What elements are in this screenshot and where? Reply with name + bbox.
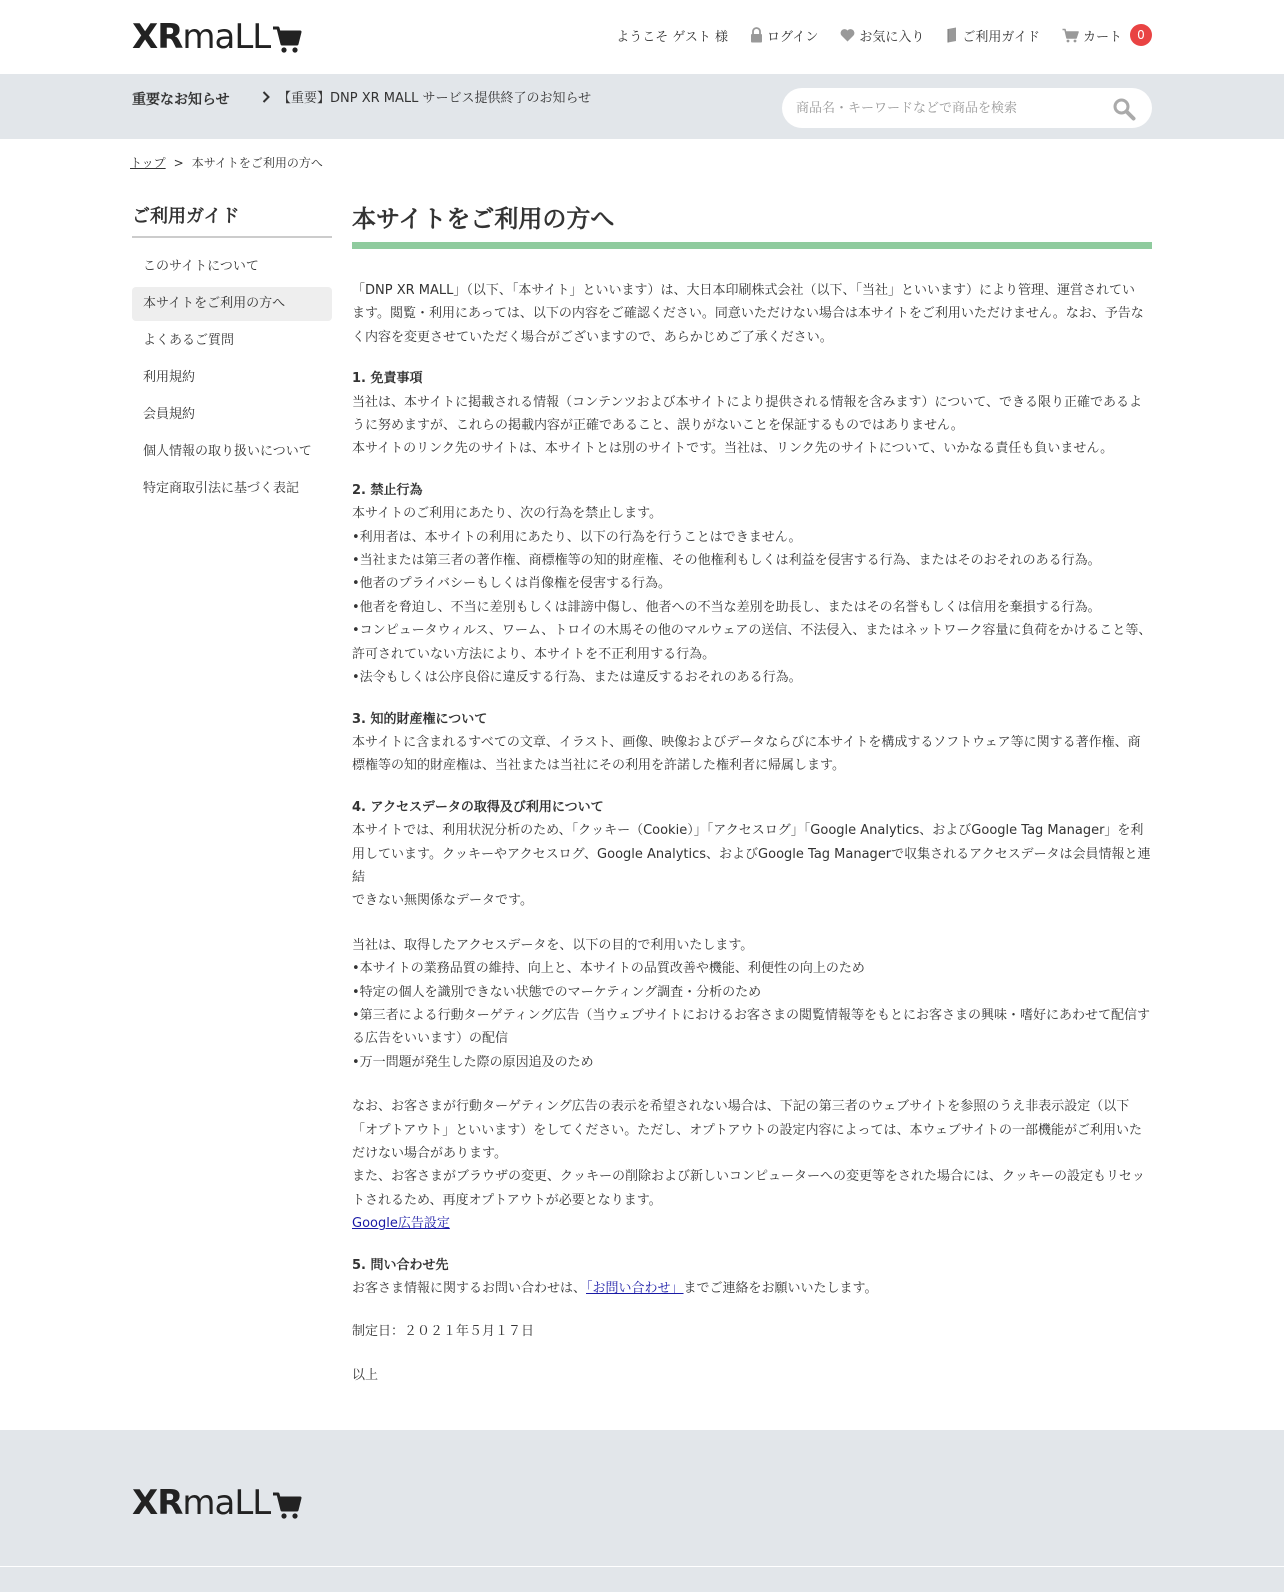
cart-icon bbox=[1062, 28, 1079, 43]
main-content bbox=[352, 202, 1152, 1387]
section-title: 2. 禁止行為 bbox=[352, 482, 423, 498]
text-line: 本サイトに含まれるすべての文章、イラスト、画像、映像およびデータならびに本サイトを構成するソフトウェア等に関する著作権、商 bbox=[352, 734, 1141, 750]
sidebar-item-privacy[interactable]: 個人情報の取り扱いについて bbox=[143, 444, 312, 459]
footer-logo-xr-text: XR bbox=[132, 1483, 183, 1523]
search-icon[interactable] bbox=[1112, 97, 1136, 121]
text-line: 当社は、取得したアクセスデータを、以下の目的で利用いたします。 bbox=[352, 937, 754, 953]
text-line: 用しています。クッキーやアクセスログ、Google Analytics、およびGoogle Tag Managerで収集されるアクセスデータは会員情報と連結 bbox=[352, 846, 1151, 885]
text-line: く内容を変更させていただく場合がございますので、あらかじめご了承ください。 bbox=[352, 329, 833, 345]
cart-label: カート bbox=[1082, 29, 1122, 45]
footer-logo-mall-text: maLL bbox=[182, 1483, 271, 1523]
section-intellectual-property bbox=[352, 708, 1152, 778]
logo-cart-icon bbox=[272, 24, 302, 54]
logo-mall-text: maLL bbox=[182, 17, 271, 57]
enactment-date: 制定日：２０２１年５月１７日 bbox=[352, 1324, 535, 1340]
text-line: 本サイトのリンク先のサイトは、本サイトとは別のサイトです。当社は、リンク先のサイトについて、いかなる責任も負いません。 bbox=[352, 441, 1114, 457]
welcome-text: ようこそ ゲスト 様 bbox=[616, 29, 728, 45]
guide-book-icon bbox=[946, 27, 958, 43]
contact-text-after: までご連絡をお願いいたします。 bbox=[683, 1281, 878, 1297]
usage-purposes bbox=[352, 934, 1152, 1074]
notice-label: 重要なお知らせ bbox=[132, 92, 230, 108]
guide-label: ご利用ガイド bbox=[962, 29, 1040, 45]
sidebar-item-terms[interactable]: 利用規約 bbox=[143, 370, 196, 385]
section-prohibited-acts bbox=[352, 479, 1152, 690]
section-title: 1. 免責事項 bbox=[352, 371, 423, 387]
text-line: •他者のプライバシーもしくは肖像権を侵害する行為。 bbox=[352, 576, 672, 592]
notice-link[interactable] bbox=[262, 87, 591, 106]
text-line: うに努めますが、これらの掲載内容が正確であること、誤りがないことを保証するものではありません。 bbox=[352, 418, 964, 434]
intro-paragraph bbox=[352, 279, 1152, 349]
text-line: •本サイトの業務品質の維持、向上と、本サイトの品質改善や機能、利便性の向上のため bbox=[352, 961, 865, 977]
text-line: 本サイトのご利用にあたり、次の行為を禁止します。 bbox=[352, 506, 663, 522]
text-line: また、お客さまがブラウザの変更、クッキーの削除および新しいコンピューターへの変更等をされた場合には、クッキーの設定もリセッ bbox=[352, 1169, 1145, 1185]
text-line: 本サイトでは、利用状況分析のため、「クッキー（Cookie）」「アクセスログ」「Google Analytics、およびGoogle Tag Manager」を利 bbox=[352, 823, 1144, 839]
site-logo[interactable] bbox=[132, 18, 302, 56]
footer-logo-cart-icon bbox=[272, 1490, 302, 1520]
text-line: •第三者による行動ターゲティング広告（当ウェブサイトにおけるお客さまの閲覧情報等をもとにお客さまの興味・嗜好にあわせて配信す bbox=[352, 1007, 1150, 1023]
search-input[interactable] bbox=[796, 88, 1096, 128]
text-line: だけない場合があります。 bbox=[352, 1146, 507, 1161]
section-disclaimer bbox=[352, 367, 1152, 461]
section-contact bbox=[352, 1254, 1152, 1301]
section-title: 4. アクセスデータの取得及び利用について bbox=[352, 799, 604, 815]
text-line: •利用者は、本サイトの利用にあたり、以下の行為を行うことはできません。 bbox=[352, 529, 802, 545]
contact-line bbox=[352, 1277, 1152, 1300]
sidebar-item-commerce-law[interactable]: 特定商取引法に基づく表記 bbox=[143, 481, 300, 496]
heart-icon bbox=[840, 28, 855, 42]
logo-xr-text: XR bbox=[132, 17, 183, 57]
text-line: •当社または第三者の著作権、商標権等の知的財産権、その他権利もしくは利益を侵害する行為、またはそのおそれのある行為。 bbox=[352, 553, 1101, 569]
text-line: •他者を脅迫し、不当に差別もしくは誹謗中傷し、他者への不当な差別を助長し、またはその名誉もしくは信用を棄損する行為。 bbox=[352, 599, 1101, 615]
google-ad-settings-link[interactable]: Google広告設定 bbox=[352, 1216, 450, 1232]
site-header bbox=[0, 0, 1284, 74]
lock-icon bbox=[750, 27, 763, 43]
text-line: 「オプトアウト」といいます）をしてください。ただし、オプトアウトの設定内容によっては、本ウェブサイトの一部機能がご利用いた bbox=[352, 1122, 1143, 1138]
text-line: 当社は、本サイトに掲載される情報（コンテンツおよび本サイトにより提供される情報を含みます）について、できる限り正確であるよ bbox=[352, 394, 1143, 410]
contact-link[interactable]: 「お問い合わせ」 bbox=[586, 1281, 684, 1297]
cart-count-badge: 0 bbox=[1130, 24, 1152, 46]
text-line: トされるため、再度オプトアウトが必要となります。 bbox=[352, 1192, 662, 1208]
footer-divider bbox=[0, 1566, 1284, 1567]
breadcrumb-current: 本サイトをご利用の方へ bbox=[191, 156, 323, 170]
google-ad-settings-line bbox=[352, 1212, 1152, 1235]
text-line: 標権等の知的財産権は、当社または当社にその利用を許諾した権利者に帰属します。 bbox=[352, 758, 845, 774]
chevron-right-icon bbox=[262, 91, 270, 103]
site-footer bbox=[0, 1430, 1284, 1592]
breadcrumb bbox=[130, 154, 323, 171]
text-line: なお、お客さまが行動ターゲティング広告の表示を希望されない場合は、下記の第三者のウェブサイトを参照のうえ非表示設定（以下 bbox=[352, 1099, 1130, 1115]
contact-text-before: お客さま情報に関するお問い合わせは、 bbox=[352, 1281, 587, 1297]
header-nav bbox=[616, 24, 1152, 46]
sidebar-list bbox=[132, 250, 332, 506]
section-access-data bbox=[352, 796, 1152, 1236]
sidebar-item-member-terms[interactable]: 会員規約 bbox=[143, 407, 196, 422]
text-line: る広告をいいます）の配信 bbox=[352, 1031, 509, 1047]
section-title: 3. 知的財産権について bbox=[352, 711, 488, 727]
notice-bar bbox=[0, 74, 1284, 139]
notice-link-text: 【重要】DNP XR MALL サービス提供終了のお知らせ bbox=[278, 91, 592, 106]
sidebar-item-for-users[interactable]: 本サイトをご利用の方へ bbox=[132, 287, 332, 321]
favorites-link[interactable] bbox=[840, 26, 924, 45]
text-line: 「DNP XR MALL」（以下、「本サイト」といいます）は、大日本印刷株式会社（以下、「当社」といいます）により管理、運営されてい bbox=[352, 283, 1135, 298]
section-title: 5. 問い合わせ先 bbox=[352, 1257, 449, 1273]
cart-link[interactable] bbox=[1062, 24, 1152, 46]
sidebar-item-faq[interactable]: よくあるご質問 bbox=[143, 333, 235, 348]
text-line: •万一問題が発生した際の原因追及のため bbox=[352, 1054, 594, 1070]
text-line: •特定の個人を識別できない状態でのマーケティング調査・分析のため bbox=[352, 984, 762, 1000]
sidebar-item-about-site[interactable]: このサイトについて bbox=[143, 259, 259, 274]
favorites-label: お気に入り bbox=[859, 29, 925, 45]
sidebar-title: ご利用ガイド bbox=[132, 202, 332, 238]
login-link[interactable] bbox=[750, 26, 818, 45]
opt-out-paragraph bbox=[352, 1095, 1152, 1212]
guide-link[interactable] bbox=[946, 26, 1040, 45]
footer-logo[interactable] bbox=[132, 1484, 302, 1522]
guide-sidebar bbox=[132, 202, 332, 509]
search-box bbox=[782, 88, 1152, 128]
end-text: 以上 bbox=[352, 1367, 379, 1383]
text-line: •法令もしくは公序良俗に違反する行為、または違反するおそれのある行為。 bbox=[352, 670, 802, 686]
login-label: ログイン bbox=[766, 29, 819, 45]
page-title: 本サイトをご利用の方へ bbox=[352, 202, 1152, 249]
text-line: ます。閲覧・利用にあっては、以下の内容をご確認ください。同意いただけない場合は本サイトをご利用いただけません。なお、予告な bbox=[352, 306, 1144, 322]
breadcrumb-separator: > bbox=[173, 155, 184, 170]
text-line: 許可されていない方法により、本サイトを不正利用する行為。 bbox=[352, 646, 716, 662]
text-line: •コンピュータウィルス、ワーム、トロイの木馬その他のマルウェアの送信、不法侵入、またはネットワーク容量に負荷をかけること等、 bbox=[352, 623, 1152, 639]
breadcrumb-home-link[interactable]: トップ bbox=[130, 156, 166, 170]
text-line: できない無関係なデータです。 bbox=[352, 893, 533, 909]
